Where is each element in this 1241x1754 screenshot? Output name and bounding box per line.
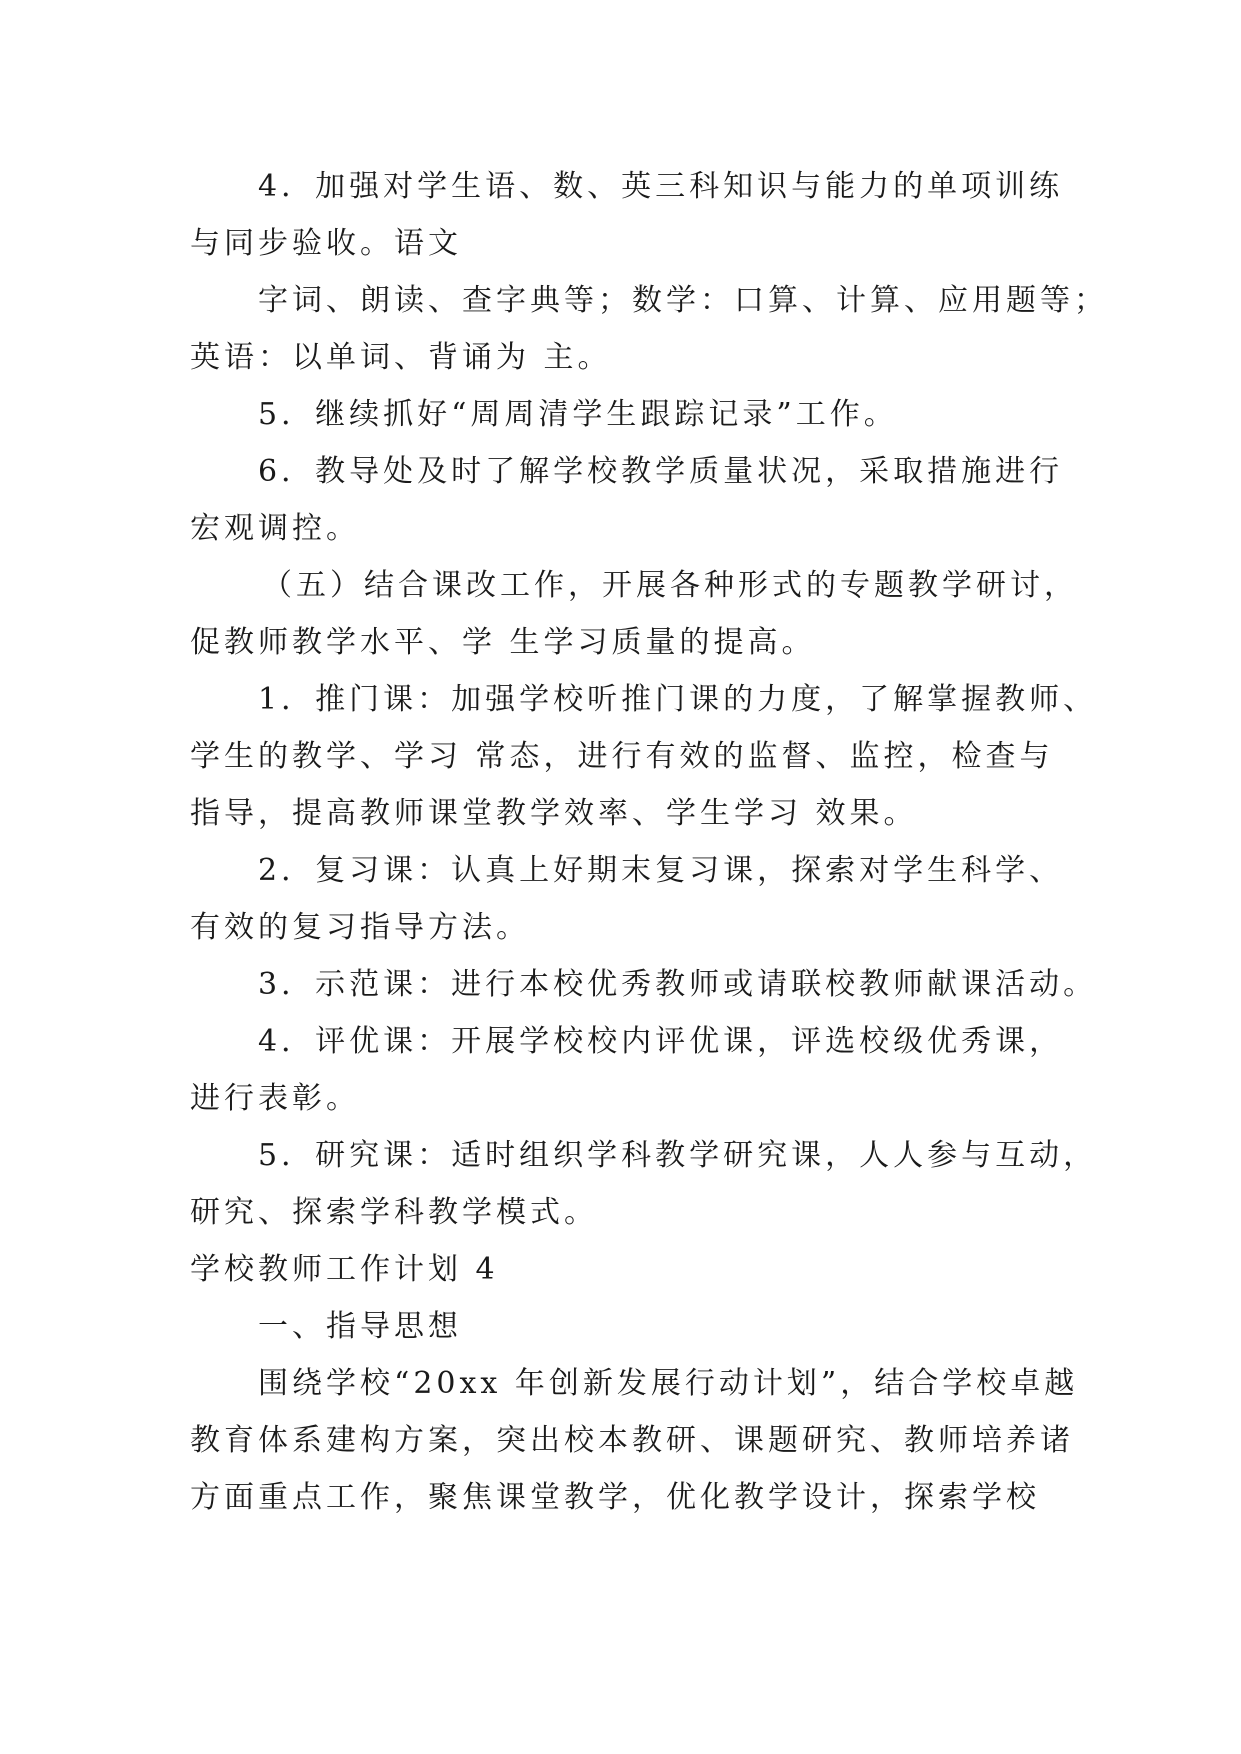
paragraph-line: 4．加强对学生语、数、英三科知识与能力的单项训练 <box>258 169 1064 204</box>
paragraph-line: 教育体系建构方案，突出校本教研、课题研究、教师培养诸 <box>190 1423 1074 1458</box>
paragraph-line: 有效的复习指导方法。 <box>190 910 530 945</box>
paragraph-line: 英语：以单词、背诵为 主。 <box>190 340 612 375</box>
paragraph-line: 6．教导处及时了解学校教学质量状况，采取措施进行 <box>258 454 1064 489</box>
paragraph-line: 4．评优课：开展学校校内评优课，评选校级优秀课， <box>258 1024 1064 1059</box>
paragraph-line: 3．示范课：进行本校优秀教师或请联校教师献课活动。 <box>258 967 1098 1002</box>
paragraph-line: 促教师教学水平、学 生学习质量的提高。 <box>190 625 816 660</box>
paragraph-line: 2．复习课：认真上好期末复习课，探索对学生科学、 <box>258 853 1064 888</box>
section-heading: 学校教师工作计划 4 <box>190 1252 499 1287</box>
paragraph-line: 5．研究课：适时组织学科教学研究课，人人参与互动， <box>258 1138 1098 1173</box>
paragraph-line: 字词、朗读、查字典等；数学：口算、计算、应用题等； <box>258 283 1108 318</box>
subsection-heading: 一、指导思想 <box>258 1309 462 1344</box>
paragraph-line: 围绕学校“20xx 年创新发展行动计划”，结合学校卓越 <box>258 1366 1079 1401</box>
paragraph-line: 宏观调控。 <box>190 511 360 546</box>
paragraph-line: 5．继续抓好“周周清学生跟踪记录”工作。 <box>258 397 898 432</box>
paragraph-line: 学生的教学、学习 常态，进行有效的监督、监控，检查与 <box>190 739 1054 774</box>
paragraph-line: 方面重点工作，聚焦课堂教学，优化教学设计，探索学校 <box>190 1480 1040 1515</box>
paragraph-line: 与同步验收。语文 <box>190 226 462 261</box>
paragraph-line: 进行表彰。 <box>190 1081 360 1116</box>
paragraph-line: 研究、探索学科教学模式。 <box>190 1195 598 1230</box>
paragraph-line: （五）结合课改工作，开展各种形式的专题教学研讨， <box>262 568 1078 603</box>
paragraph-line: 1．推门课：加强学校听推门课的力度，了解掌握教师、 <box>258 682 1098 717</box>
paragraph-line: 指导，提高教师课堂教学效率、学生学习 效果。 <box>190 796 918 831</box>
